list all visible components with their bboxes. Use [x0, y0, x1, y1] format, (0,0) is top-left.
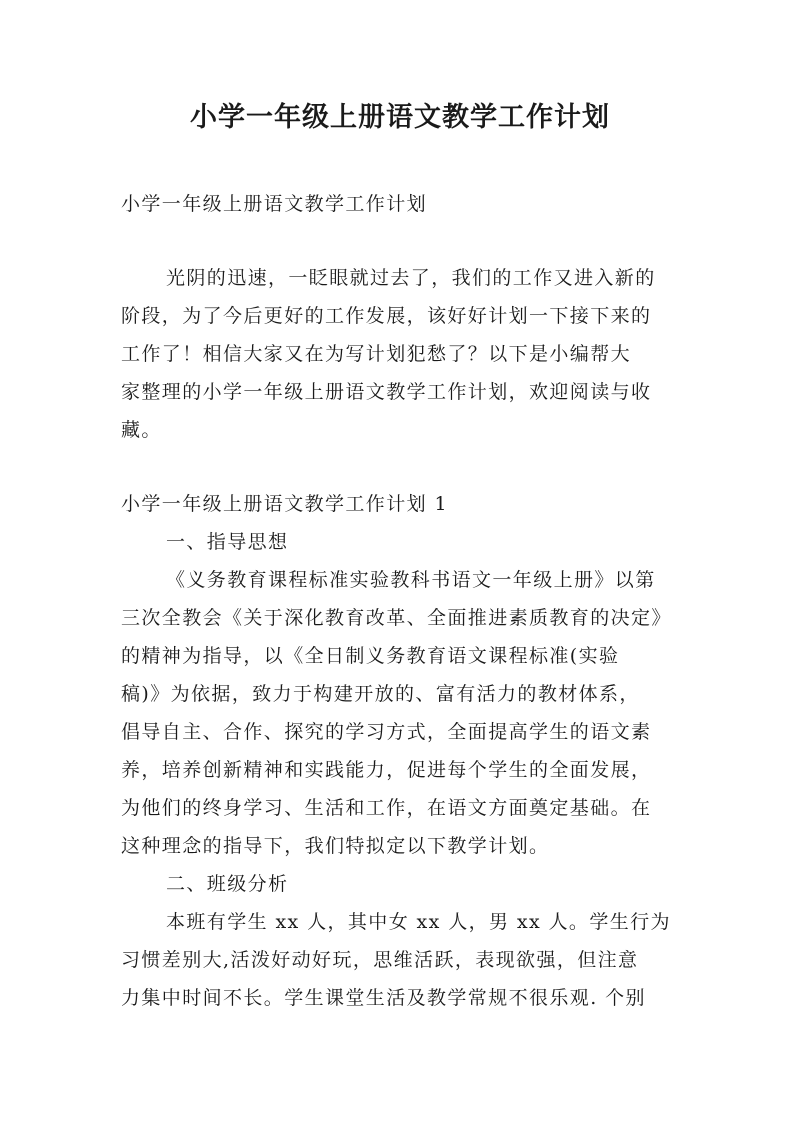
guide-line: 倡导自主、合作、探究的学习方式，全面提高学生的语文素 [121, 721, 652, 743]
intro-line: 光阴的迅速，一眨眼就过去了，我们的工作又进入新的 [166, 267, 656, 289]
intro-line: 阶段，为了今后更好的工作发展，该好好计划一下接下来的 [121, 305, 652, 327]
guide-line: 《义务教育课程标准实验教科书语文一年级上册》以第 [166, 569, 656, 591]
intro-line: 藏。 [121, 419, 162, 441]
class-line: 力集中时间不长。学生课堂生活及教学常规不很乐观. 个别 [121, 987, 646, 1009]
guide-line: 养，培养创新精神和实践能力，促进每个学生的全面发展， [121, 759, 652, 781]
guide-line: 稿)》为依据，致力于构建开放的、富有活力的教材体系， [121, 683, 640, 705]
intro-line: 工作了！相信大家又在为写计划犯愁了？以下是小编帮大 [121, 343, 632, 365]
document-title: 小学一年级上册语文教学工作计划 [190, 102, 610, 133]
guide-line: 这种理念的指导下，我们特拟定以下教学计划。 [121, 835, 550, 857]
section-heading: 二、班级分析 [166, 873, 289, 895]
guide-line: 为他们的终身学习、生活和工作，在语文方面奠定基础。在 [121, 797, 652, 819]
subtitle: 小学一年级上册语文教学工作计划 [121, 193, 428, 215]
section-heading: 一、指导思想 [166, 531, 289, 553]
intro-line: 家整理的小学一年级上册语文教学工作计划，欢迎阅读与收 [121, 381, 652, 403]
section-title: 小学一年级上册语文教学工作计划 1 [121, 493, 448, 515]
guide-line: 三次全教会《关于深化教育改革、全面推进素质教育的决定》 [121, 607, 672, 629]
class-line: 本班有学生 xx 人，其中女 xx 人，男 xx 人。学生行为 [166, 911, 671, 933]
class-line: 习惯差别大,活泼好动好玩，思维活跃，表现欲强，但注意 [121, 949, 639, 971]
guide-line: 的精神为指导，以《全日制义务教育语文课程标准(实验 [121, 645, 620, 667]
